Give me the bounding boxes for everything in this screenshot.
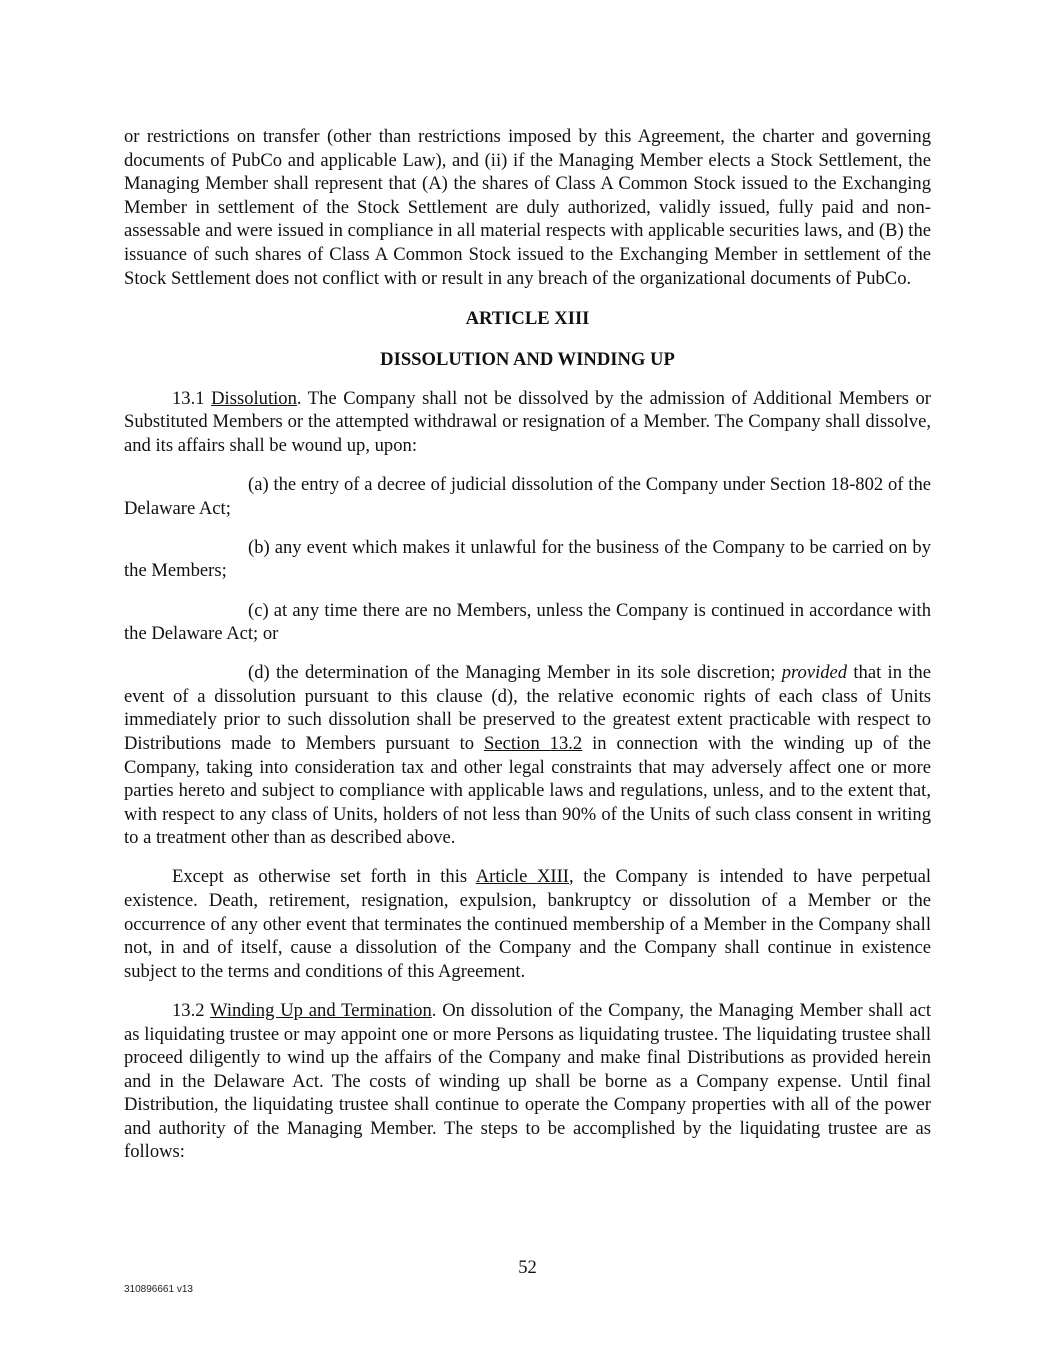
article-title: ARTICLE XIII (465, 308, 590, 330)
article-subtitle: DISSOLUTION AND WINDING UP (380, 348, 675, 370)
section-13-2-paragraph (124, 999, 931, 1164)
section-13-1-body: . The Company shall not be dissolved by the admission of Additional Members or Substituted Members or the attempted withdrawal or resignation of a Member. The Company shall dissolve, and its affairs shall be wound up, upon: (124, 387, 931, 457)
except-part2: , the Company is intended to have perpetual existence. Death, retirement, resignation, expulsion, bankruptcy or dissolution of a Member or the occurrence of any other event that terminates the continued membership of a Member in the Company shall not, in and of itself, cause a dissolution of the Company and the Company shall continue in existence subject to the terms and conditions of this Agreement. (124, 866, 931, 982)
page-content (124, 125, 931, 1164)
except-part1: Except as otherwise set forth in this (172, 866, 476, 888)
perpetual-existence-paragraph (124, 865, 931, 983)
continuation-paragraph: or restrictions on transfer (other than restrictions imposed by this Agreement, the charter and governing documents of PubCo and applicable Law), and (ii) if the Managing Member elects a Stock Settlement, the Managing Member shall represent that (A) the shares of Class A Common Stock issued to the Exchanging Member in settlement of the Stock Settlement are duly authorized, validly issued, fully paid and non-assessable and were issued in compliance in all material respects with applicable securities laws, and (B) the issuance of such shares of Class A Common Stock issued to the Exchanging Member in settlement of the Stock Settlement does not conflict with or result in any breach of the organizational documents of PubCo. (124, 126, 932, 289)
clause-d-provided: provided (781, 662, 848, 684)
clause-b: (b) any event which makes it unlawful for the business of the Company to be carried on by the Members; (124, 536, 931, 582)
document-id: 310896661 v13 (124, 1284, 193, 1295)
clause-d-part3: in connection with the winding up of the Company, taking into consideration tax and other legal constraints that may adversely affect one or more parties hereto and subject to compliance with applicable laws and regulations, unless, and to the extent that, with respect to any class of Units, holders of not less than 90% of the Units of such class consent in writing to a treatment other than as described above. (124, 732, 931, 849)
clause-c: (c) at any time there are no Members, unless the Company is continued in accordance with the Delaware Act; or (124, 599, 931, 645)
section-13-1-paragraph (124, 387, 931, 458)
section-13-2-heading: Winding Up and Termination (210, 999, 432, 1021)
article-xiii-reference-link: Article XIII (475, 866, 569, 888)
clause-a: (a) the entry of a decree of judicial dissolution of the Company under Section 18-802 of the Delaware Act; (124, 474, 931, 519)
section-13-2-number: 13.2 (172, 999, 211, 1021)
section-13-1-heading: Dissolution (211, 387, 297, 409)
clause-d-part2: that in the event of a dissolution pursuant to this clause (d), the relative economic rights of each class of Units immediately prior to such dissolution shall be preserved to the greatest extent practicable with respect to Distributions made to Members pursuant to (124, 662, 931, 754)
page-number: 52 (518, 1257, 537, 1278)
clause-d (124, 661, 931, 850)
clause-d-part1: (d) the determination of the Managing Member in its sole discretion; (248, 662, 782, 684)
section-13-2-reference-link: Section 13.2 (483, 732, 583, 754)
section-13-2-body: . On dissolution of the Company, the Managing Member shall act as liquidating trustee or may appoint one or more Persons as liquidating trustee. The liquidating trustee shall proceed diligently to wind up the affairs of the Company and make final Distributions as provided herein and in the Delaware Act. The costs of winding up shall be borne as a Company expense. Until final Distribution, the liquidating trustee shall continue to operate the Company properties with all of the power and authority of the Managing Member. The steps to be accomplished by the liquidating trustee are as follows: (124, 999, 931, 1163)
section-13-1-number: 13.1 (172, 387, 205, 409)
